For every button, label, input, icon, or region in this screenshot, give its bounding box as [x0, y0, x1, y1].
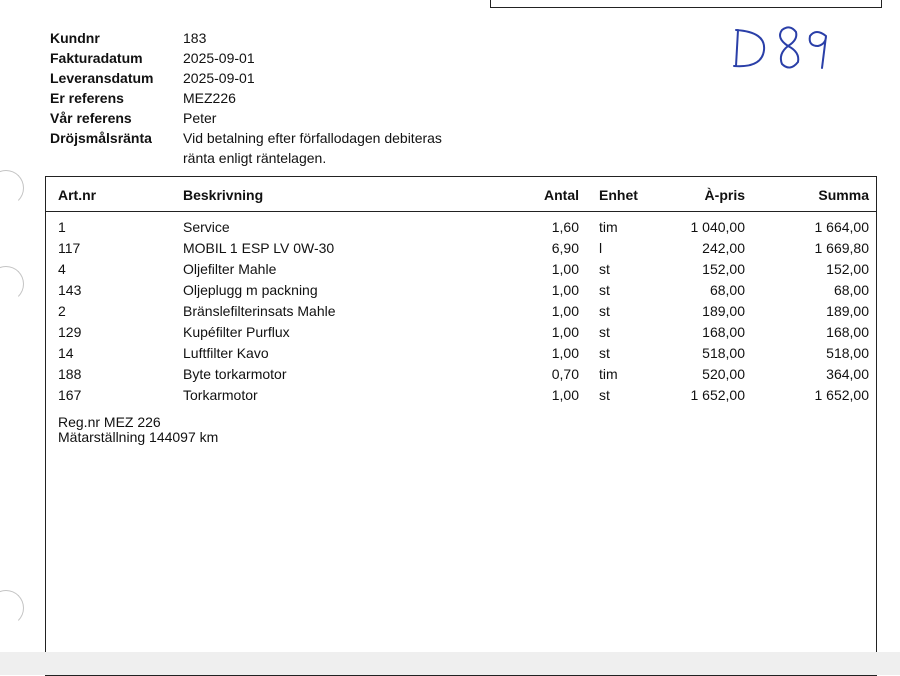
cell-a-pris: 1 040,00 — [690, 219, 745, 235]
cell-art-nr: 117 — [58, 240, 81, 256]
cell-beskrivning: Oljefilter Mahle — [183, 261, 277, 277]
meta-label: Leveransdatum — [50, 70, 154, 86]
table-row — [46, 259, 876, 280]
meta-value: 183 — [183, 30, 207, 46]
invoice-lines-table — [45, 176, 877, 676]
meta-value-line-1: Vid betalning efter förfallodagen debiteras — [183, 130, 442, 146]
table-body — [46, 217, 876, 406]
cell-enhet: tim — [599, 219, 618, 235]
cell-art-nr: 14 — [58, 345, 74, 361]
handwritten-note — [718, 18, 858, 78]
cell-a-pris: 518,00 — [702, 345, 745, 361]
cell-antal: 1,00 — [551, 387, 579, 403]
cell-antal: 1,00 — [551, 345, 579, 361]
punch-hole — [0, 170, 24, 206]
meta-value: MEZ226 — [183, 90, 236, 106]
meta-label: Vår referens — [50, 110, 132, 126]
punch-hole — [0, 266, 24, 302]
meta-value: 2025-09-01 — [183, 70, 255, 86]
cell-art-nr: 1 — [58, 219, 66, 235]
meta-value: Peter — [183, 110, 217, 126]
invoice-meta — [50, 28, 473, 168]
cell-beskrivning: Service — [183, 219, 230, 235]
cell-beskrivning: Luftfilter Kavo — [183, 345, 269, 361]
cell-a-pris: 68,00 — [709, 282, 745, 298]
top-address-box — [490, 0, 882, 8]
cell-a-pris: 189,00 — [702, 303, 745, 319]
cell-a-pris: 520,00 — [702, 366, 745, 382]
cell-a-pris: 242,00 — [702, 240, 745, 256]
cell-enhet: st — [599, 387, 610, 403]
cell-a-pris: 1 652,00 — [690, 387, 745, 403]
cell-antal: 1,00 — [551, 282, 579, 298]
meta-label: Er referens — [50, 90, 124, 106]
cell-beskrivning: Oljeplugg m packning — [183, 282, 318, 298]
odometer-reading: Mätarställning 144097 km — [58, 429, 219, 445]
meta-value — [183, 128, 473, 168]
cell-a-pris: 168,00 — [702, 324, 745, 340]
table-row — [46, 217, 876, 238]
header-enhet: Enhet — [599, 187, 638, 203]
table-row — [46, 385, 876, 406]
meta-row-var-referens — [50, 108, 473, 128]
meta-row-fakturadatum — [50, 48, 473, 68]
header-summa: Summa — [818, 187, 869, 203]
invoice-notes — [58, 415, 218, 445]
cell-beskrivning: Byte torkarmotor — [183, 366, 287, 382]
meta-label: Fakturadatum — [50, 50, 143, 66]
cell-summa: 68,00 — [833, 282, 869, 298]
meta-row-kundnr — [50, 28, 473, 48]
cell-art-nr: 167 — [58, 387, 82, 403]
cell-antal: 1,00 — [551, 303, 579, 319]
cell-summa: 1 669,80 — [814, 240, 869, 256]
cell-enhet: l — [599, 240, 603, 256]
meta-label: Kundnr — [50, 30, 100, 46]
punch-hole — [0, 590, 24, 626]
cell-enhet: st — [599, 303, 610, 319]
meta-value-line-2: ränta enligt räntelagen. — [183, 150, 327, 166]
cell-enhet: st — [599, 282, 610, 298]
cell-beskrivning: MOBIL 1 ESP LV 0W-30 — [183, 240, 335, 256]
header-art-nr: Art.nr — [58, 187, 97, 203]
table-row — [46, 238, 876, 259]
cell-summa: 518,00 — [826, 345, 869, 361]
table-header — [46, 177, 876, 212]
cell-enhet: tim — [599, 366, 618, 382]
cell-beskrivning: Torkarmotor — [183, 387, 258, 403]
cell-antal: 1,00 — [551, 324, 579, 340]
cell-summa: 1 652,00 — [814, 387, 869, 403]
table-row — [46, 301, 876, 322]
cell-beskrivning: Bränslefilterinsats Mahle — [183, 303, 336, 319]
cell-antal: 0,70 — [551, 366, 579, 382]
table-row — [46, 322, 876, 343]
cell-antal: 6,90 — [551, 240, 579, 256]
cell-art-nr: 143 — [58, 282, 82, 298]
cell-antal: 1,60 — [551, 219, 579, 235]
header-beskrivning: Beskrivning — [183, 187, 264, 203]
viewer-bottom-bar — [0, 652, 900, 675]
meta-row-drojsmalsranta — [50, 128, 473, 168]
cell-a-pris: 152,00 — [702, 261, 745, 277]
cell-enhet: st — [599, 324, 610, 340]
table-row — [46, 280, 876, 301]
cell-beskrivning: Kupéfilter Purflux — [183, 324, 290, 340]
meta-row-leveransdatum — [50, 68, 473, 88]
cell-enhet: st — [599, 261, 610, 277]
meta-row-er-referens — [50, 88, 473, 108]
cell-summa: 189,00 — [826, 303, 869, 319]
table-row — [46, 364, 876, 385]
cell-art-nr: 129 — [58, 324, 82, 340]
cell-summa: 364,00 — [826, 366, 869, 382]
table-row — [46, 343, 876, 364]
header-a-pris: À-pris — [704, 187, 745, 203]
cell-enhet: st — [599, 345, 610, 361]
cell-art-nr: 4 — [58, 261, 66, 277]
cell-summa: 152,00 — [826, 261, 869, 277]
header-antal: Antal — [544, 187, 579, 203]
cell-art-nr: 2 — [58, 303, 66, 319]
cell-art-nr: 188 — [58, 366, 82, 382]
meta-label: Dröjsmålsränta — [50, 130, 152, 146]
reg-number: Reg.nr MEZ 226 — [58, 414, 161, 430]
cell-summa: 168,00 — [826, 324, 869, 340]
cell-summa: 1 664,00 — [814, 219, 869, 235]
cell-antal: 1,00 — [551, 261, 579, 277]
meta-value: 2025-09-01 — [183, 50, 255, 66]
